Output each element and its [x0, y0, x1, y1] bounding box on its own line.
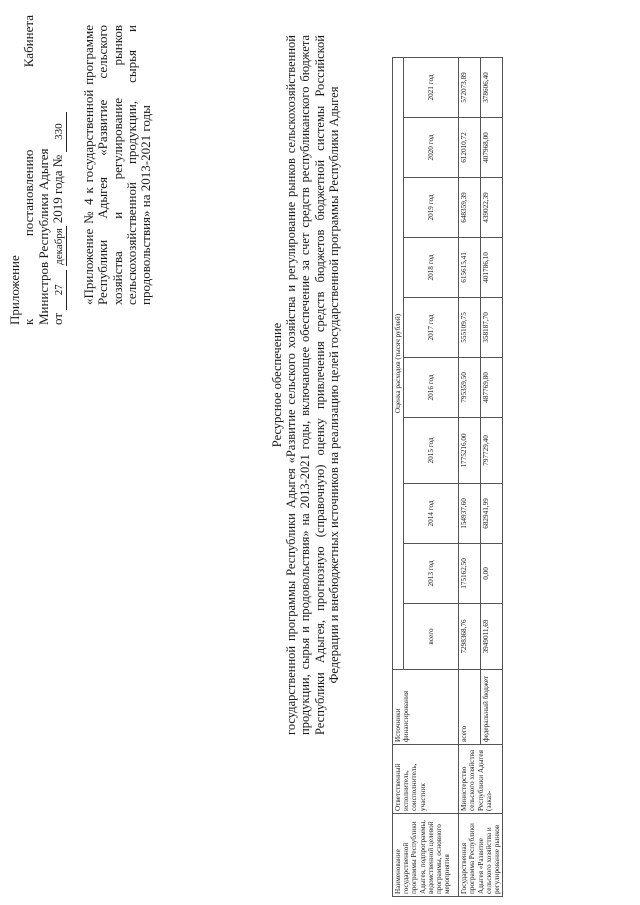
appendix-k: к: [21, 318, 37, 325]
appendix-line-3: Министров Республики Адыгея: [35, 148, 51, 325]
document-title: [270, 35, 341, 735]
table-header-row: [393, 58, 404, 897]
header-estimate-group: Оценка расходов (тысяч рублей): [393, 58, 404, 670]
row-responsible: Министерство сельского хозяйства Республики Адыгея (заказ-: [459, 745, 503, 814]
row-source: федеральный бюджет: [481, 670, 503, 745]
appendix-day: 27: [52, 270, 67, 310]
table-cell: 648359,39: [459, 178, 481, 238]
row-program-name: Государственная программа Республики Адыгея «Развитие сельского хозяйства и регулирование рынков: [459, 814, 503, 897]
header-year: 2020 год: [404, 118, 459, 178]
appendix-line-2: [22, 15, 36, 325]
table-row: [459, 58, 481, 897]
table-cell: 175162,50: [459, 543, 481, 603]
table-cell: 572073,89: [459, 58, 481, 118]
table-cell: 0,00: [481, 543, 503, 603]
row-source: всего: [459, 670, 481, 745]
header-year: 2018 год: [404, 237, 459, 297]
table-cell: 407968,00: [481, 118, 503, 178]
table-cell: 487769,80: [481, 357, 503, 417]
title-heading: Ресурсное обеспечение: [270, 322, 284, 448]
appendix-from: от: [49, 312, 65, 325]
header-name: Наименование государственной программы Республики Адыгея, подпрограммы, ведомственной целевой программы, основного мероприятия: [393, 814, 459, 897]
table-cell: 615615,41: [459, 237, 481, 297]
header-year: 2014 год: [404, 483, 459, 543]
table-cell: 401786,10: [481, 237, 503, 297]
appendix-line-4: [51, 15, 67, 325]
appendix-month: декабря: [52, 226, 67, 266]
header-year: 2015 год: [404, 417, 459, 483]
header-year: 2016 год: [404, 357, 459, 417]
table-cell: 7298368,76: [459, 603, 481, 669]
appendix-year: 2019 года №: [49, 154, 65, 224]
appendix-title: Приложение: [7, 255, 22, 325]
header-year: 2013 год: [404, 543, 459, 603]
appendix-word: постановлению: [21, 149, 37, 237]
table-cell: 682941,99: [481, 483, 503, 543]
table-cell: 378606,40: [481, 58, 503, 118]
table-cell: 797729,40: [481, 417, 503, 483]
table-cell: 358187,70: [481, 297, 503, 357]
header-year: 2021 год: [404, 58, 459, 118]
header-year: 2019 год: [404, 178, 459, 238]
appendix-4-block: «Приложение № 4 к государственной программе Республики Адыгея «Развитие сельского хозяйства и регулирование рынков сельскохозяйственной продукции, сырья и продовольствия» на 2013-2021 годы: [81, 25, 154, 305]
header-source: Источники финансирования: [393, 670, 459, 745]
header-year: 2017 год: [404, 297, 459, 357]
table-cell: 3949011,69: [481, 603, 503, 669]
table-cell: 612010,72: [459, 118, 481, 178]
table-cell: 439022,39: [481, 178, 503, 238]
appendix-block: [8, 15, 67, 325]
appendix-number: 330: [52, 112, 67, 152]
header-responsible: Ответственный исполнитель, соисполнитель, участник: [393, 745, 459, 814]
title-body: государственной программы Республики Адыгея «Развитие сельского хозяйства и регулирование рынков сельскохозяйственной продукции, сырья и продовольствия» на 2013-2021 годы, включающее обеспечение за счет средств республиканского бюджета Республики Адыгея, прогнозную (справочную) оценку привлечения средств бюджетов бюджетной системы Российской Федерации и внебюджетных источников на реализацию целей государственной программы Республики Адыгея: [284, 35, 341, 735]
table-cell: 795359,50: [459, 357, 481, 417]
table-cell: 154937,60: [459, 483, 481, 543]
table-cell: 1775216,00: [459, 417, 481, 483]
table-cell: 555109,75: [459, 297, 481, 357]
header-total: всего: [404, 603, 459, 669]
appendix-word2: Кабинета: [21, 15, 37, 68]
resource-table: [392, 57, 503, 897]
